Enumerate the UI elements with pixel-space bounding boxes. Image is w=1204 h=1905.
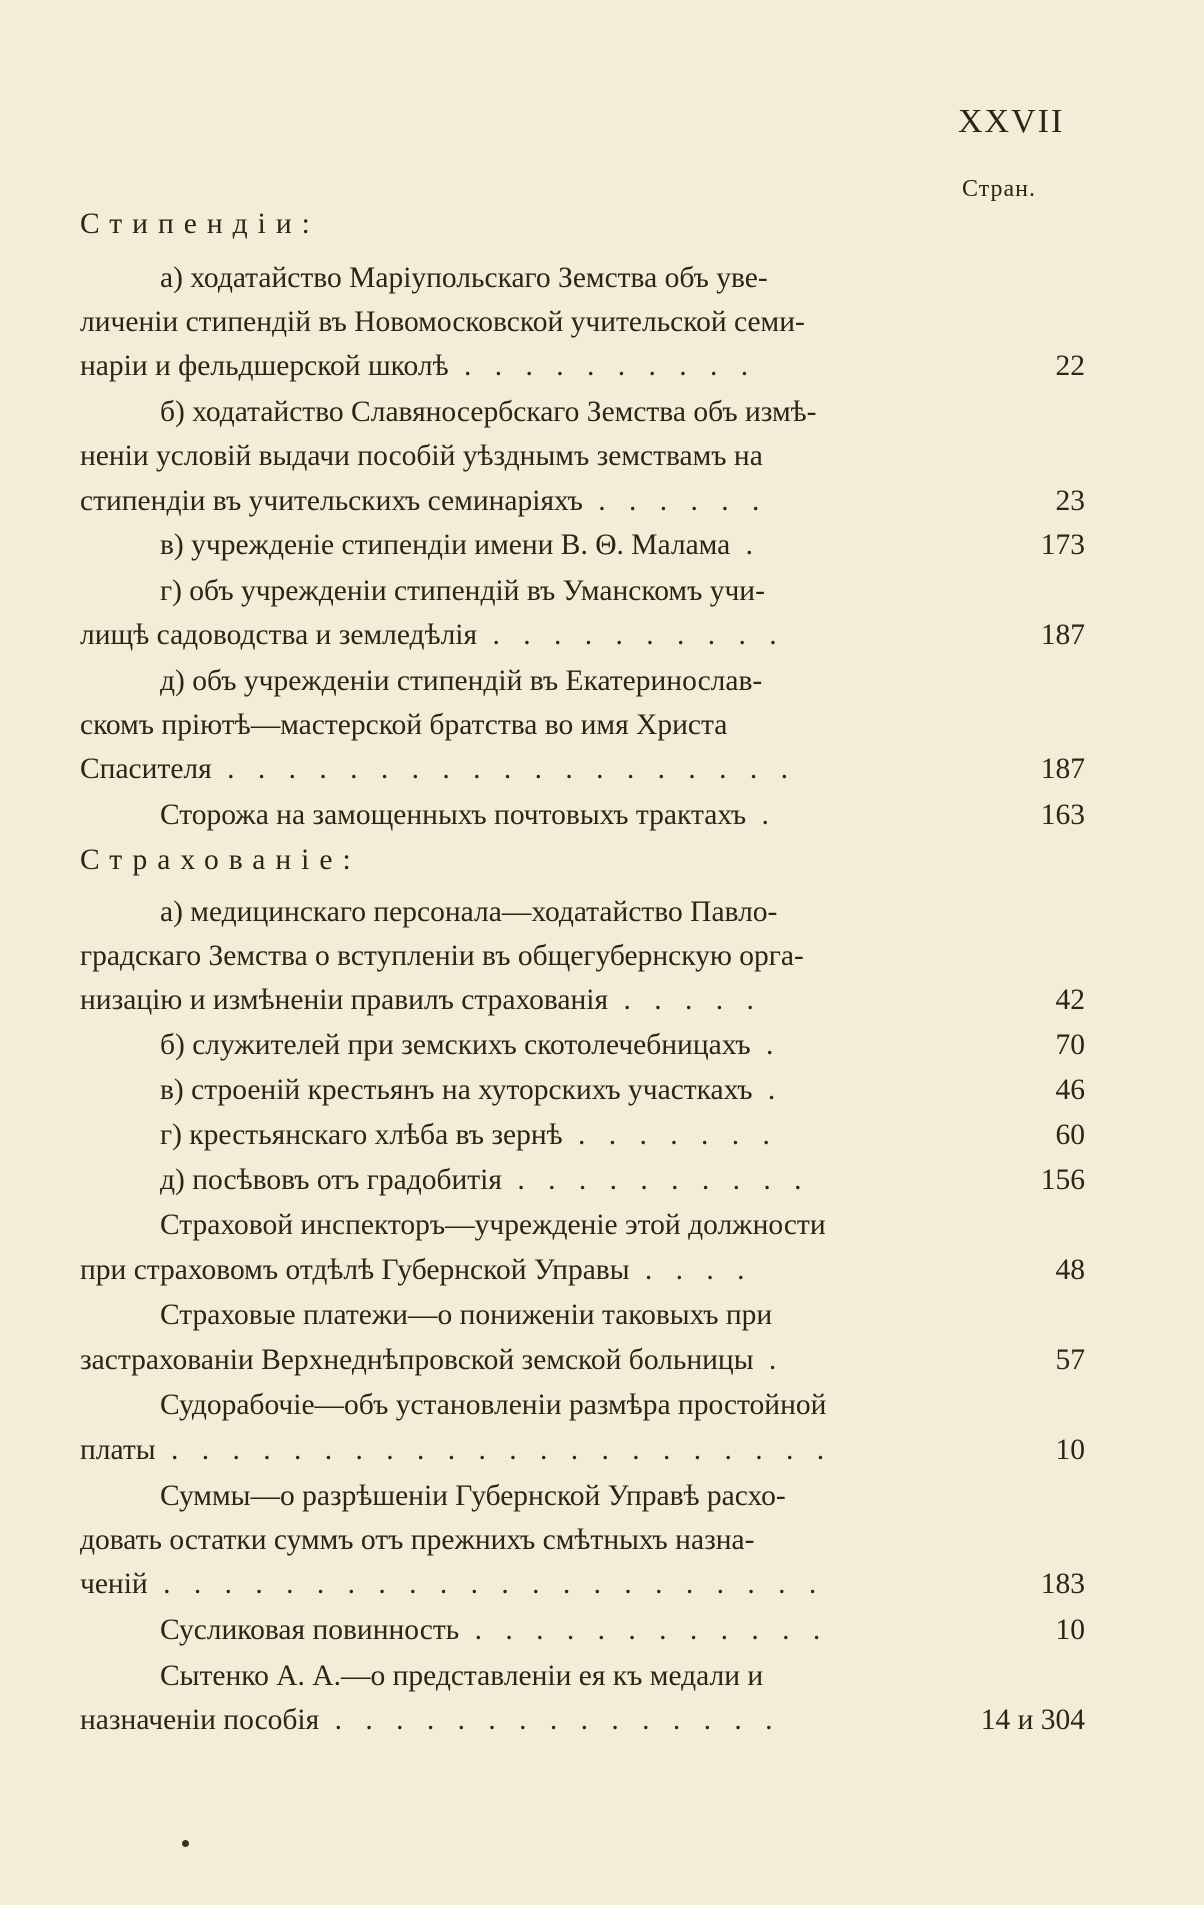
entry-text: личеніи стипендій въ Новомосковской учительской семи- — [80, 306, 805, 338]
index-line — [80, 390, 1085, 434]
dot-leader: . — [750, 1029, 782, 1061]
dot-leader: . . . . . . . . . . — [501, 1164, 810, 1196]
ink-speck — [182, 1840, 189, 1847]
page-reference: 23 — [1055, 485, 1085, 517]
section-heading — [80, 202, 1085, 246]
index-line — [80, 1383, 1085, 1427]
dot-leader: . . . . . . . . . . — [448, 350, 757, 382]
index-line — [80, 479, 1085, 523]
entry-text: Страховые платежи—о пониженіи таковыхъ при — [160, 1299, 773, 1331]
entry-text: неніи условій выдачи пособій уѣзднымъ земствамъ на — [80, 440, 763, 472]
index-line — [80, 1203, 1085, 1247]
entry-text: ченій — [80, 1568, 148, 1600]
index-line — [80, 613, 1085, 657]
index-line — [80, 978, 1085, 1022]
index-line — [80, 1158, 1085, 1202]
entry-text: застрахованіи Верхнеднѣпровской земской больницы — [80, 1344, 754, 1376]
page-reference: 22 — [1055, 350, 1085, 382]
entry-text: Сусликовая повинность — [160, 1614, 460, 1646]
dot-leader: . . . . . — [608, 984, 762, 1016]
section-heading — [80, 838, 1085, 882]
dot-leader: . — [730, 529, 761, 561]
dot-leader: . . . . . . . . . . . . . . . . . . . — [211, 753, 796, 785]
page-reference: 156 — [1040, 1164, 1085, 1196]
index-line — [80, 890, 1085, 934]
index-line — [80, 523, 1085, 567]
page-reference: 60 — [1055, 1119, 1085, 1151]
entry-text: стипендіи въ учительскихъ семинаріяхъ — [80, 485, 583, 517]
index-line — [80, 793, 1085, 837]
dot-leader: . . . . . . — [582, 485, 768, 517]
page-reference: 173 — [1040, 529, 1085, 561]
dot-leader: . — [746, 799, 777, 831]
index-line — [80, 703, 1085, 747]
page-reference: 163 — [1040, 799, 1085, 831]
entry-text: назначеніи пособія — [80, 1704, 320, 1736]
index-line — [80, 1562, 1085, 1606]
page-reference: 10 — [1055, 1614, 1085, 1646]
entry-text: Суммы—о разрѣшеніи Губернской Управѣ расхо- — [160, 1480, 786, 1512]
index-line — [80, 1113, 1085, 1157]
index-line — [80, 1068, 1085, 1112]
index-line — [80, 344, 1085, 388]
index-line — [80, 1248, 1085, 1292]
index-line — [80, 1608, 1085, 1652]
page-reference: 48 — [1055, 1254, 1085, 1286]
entry-text: скомъ пріютѣ—мастерской братства во имя Христа — [80, 709, 728, 741]
section-heading-text: Страхованіе: — [80, 844, 361, 876]
page-reference: 10 — [1055, 1434, 1085, 1466]
index-line — [80, 1428, 1085, 1472]
page-reference: 14 и 304 — [980, 1704, 1085, 1736]
dot-leader: . — [752, 1074, 784, 1106]
dot-leader: . . . . . . . . . . — [477, 619, 785, 651]
entry-text: в) учрежденіе стипендіи имени В. Θ. Малама — [160, 529, 731, 561]
entry-text: довать остатки суммъ отъ прежнихъ смѣтныхъ назна- — [80, 1524, 755, 1556]
entry-text: Страховой инспекторъ—учрежденіе этой должности — [160, 1209, 826, 1241]
dot-leader: . . . . . . . . . . . . . . . . . . . . . . — [147, 1568, 825, 1600]
index-line — [80, 1518, 1085, 1562]
entry-text: платы — [80, 1434, 156, 1466]
index-line — [80, 1293, 1085, 1337]
index-line — [80, 434, 1085, 478]
dot-leader: . — [753, 1344, 785, 1376]
index-line — [80, 1023, 1085, 1067]
dot-leader: . . . . . . . — [562, 1119, 778, 1151]
page-reference: 57 — [1055, 1344, 1085, 1376]
index-line — [80, 659, 1085, 703]
entry-text: лищѣ садоводства и земледѣлія — [80, 619, 478, 651]
dot-leader: . . . . . . . . . . . . — [459, 1614, 829, 1646]
entry-text: градскаго Земства о вступленіи въ общегубернскую орга- — [80, 940, 804, 972]
index-line — [80, 747, 1085, 791]
entry-text: в) строеній крестьянъ на хуторскихъ участкахъ — [160, 1074, 753, 1106]
page-reference: 187 — [1040, 619, 1085, 651]
page-number: XXVII — [958, 103, 1065, 140]
page-column-label: Стран. — [962, 176, 1036, 202]
entry-text: низацію и измѣненіи правилъ страхованія — [80, 984, 609, 1016]
index-line — [80, 569, 1085, 613]
entry-text: Судорабочіе—объ установленіи размѣра простойной — [160, 1389, 827, 1421]
entry-text: Сторожа на замощенныхъ почтовыхъ трактахъ — [160, 799, 747, 831]
entry-text: при страховомъ отдѣлѣ Губернской Управы — [80, 1254, 630, 1286]
entry-text: а) ходатайство Маріупольскаго Земства объ уве- — [160, 262, 768, 294]
entry-text: б) ходатайство Славяносербскаго Земства объ измѣ- — [160, 396, 817, 428]
entry-text: Спасителя — [80, 753, 212, 785]
index-line — [80, 1338, 1085, 1382]
dot-leader: . . . . . . . . . . . . . . . — [319, 1704, 781, 1736]
entry-text: д) объ учрежденіи стипендій въ Екатеринослав- — [160, 665, 763, 697]
entry-text: д) посѣвовъ отъ градобитія — [160, 1164, 502, 1196]
entry-text: г) объ учрежденіи стипендій въ Уманскомъ учи- — [160, 575, 765, 607]
index-line — [80, 300, 1085, 344]
index-line — [80, 934, 1085, 978]
entry-text: г) крестьянскаго хлѣба въ зернѣ — [160, 1119, 563, 1151]
index-line — [80, 1474, 1085, 1518]
entry-text: а) медицинскаго персонала—ходатайство Павло- — [160, 896, 778, 928]
page-reference: 183 — [1040, 1568, 1085, 1600]
section-heading-text: Стипендіи: — [80, 208, 320, 240]
entry-text: наріи и фельдшерской школѣ — [80, 350, 449, 382]
dot-leader: . . . . . . . . . . . . . . . . . . . . . . — [155, 1434, 833, 1466]
page-reference: 187 — [1040, 753, 1085, 785]
index-line — [80, 1654, 1085, 1698]
index-line — [80, 1698, 1085, 1742]
index-line — [80, 256, 1085, 300]
page-reference: 46 — [1055, 1074, 1085, 1106]
page-reference: 70 — [1055, 1029, 1085, 1061]
page-reference: 42 — [1055, 984, 1085, 1016]
dot-leader: . . . . — [629, 1254, 753, 1286]
entry-text: б) служителей при земскихъ скотолечебницахъ — [160, 1029, 751, 1061]
entry-text: Сытенко А. А.—о представленіи ея къ медали и — [160, 1660, 764, 1692]
